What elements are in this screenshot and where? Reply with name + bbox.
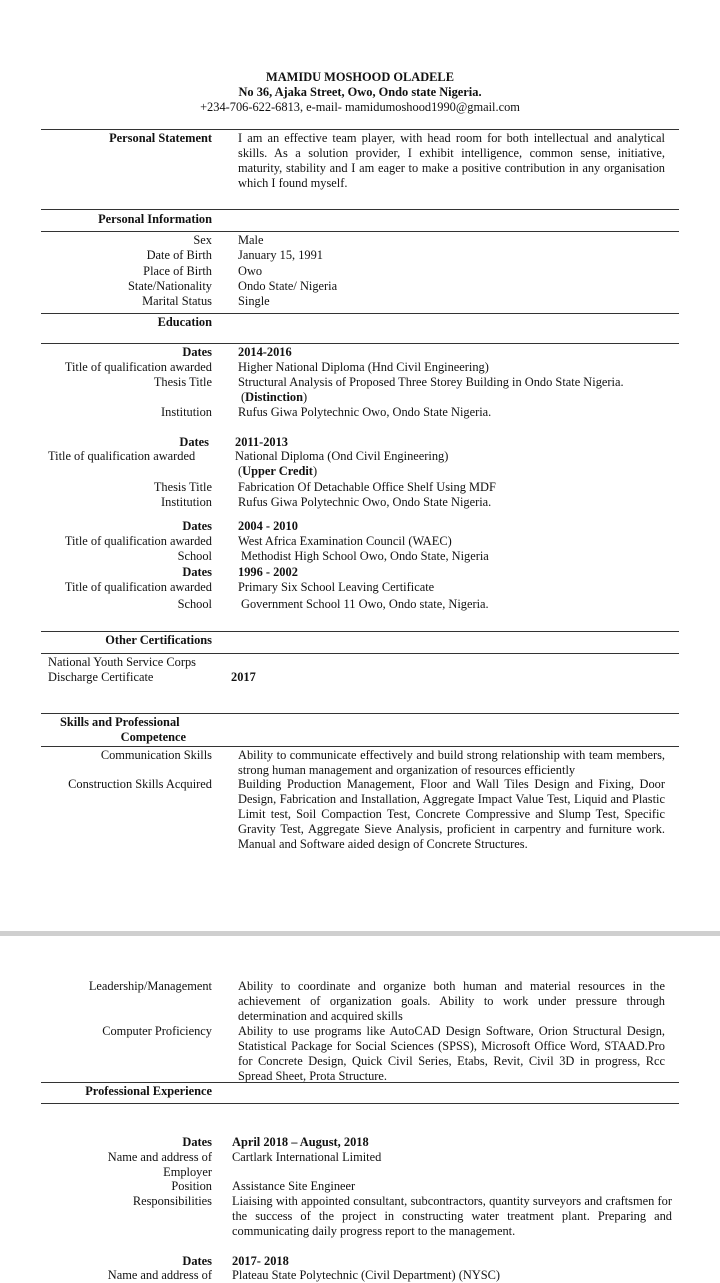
- applicant-contact: +234-706-622-6813, e-mail- mamidumoshood1990@gmail.com: [200, 100, 520, 114]
- divider: [41, 343, 679, 344]
- job2-dates: 2017- 2018: [232, 1254, 289, 1268]
- section-heading-professional-experience: Professional Experience: [85, 1084, 212, 1098]
- certification-name-line2: Discharge Certificate: [48, 670, 154, 684]
- ond-thesis: Fabrication Of Detachable Office Shelf Using MDF: [238, 480, 496, 494]
- divider: [41, 313, 679, 314]
- waec-school: Methodist High School Owo, Ondo State, Nigeria: [241, 549, 489, 563]
- primary-dates-label: Dates: [182, 565, 212, 579]
- ond-title: National Diploma (Ond Civil Engineering): [235, 449, 449, 463]
- divider: [41, 1103, 679, 1104]
- applicant-address: No 36, Ajaka Street, Owo, Ondo state Nigeria.: [238, 85, 482, 99]
- job1-employer: Cartlark International Limited: [232, 1150, 382, 1164]
- hnd-dates-label: Dates: [182, 345, 212, 359]
- sex-label: Sex: [193, 233, 212, 247]
- hnd-grade-text: Distinction: [245, 390, 303, 404]
- computer-proficiency-label: Computer Proficiency: [102, 1024, 212, 1038]
- job1-employer-label-line1: Name and address of: [107, 1150, 212, 1164]
- job1-employer-label-line2: Employer: [163, 1165, 212, 1179]
- primary-title: Primary Six School Leaving Certificate: [238, 580, 435, 594]
- divider: [41, 209, 679, 210]
- ond-dates-label: Dates: [179, 435, 209, 449]
- state-nationality-value: Ondo State/ Nigeria: [238, 279, 338, 293]
- job2-employer: Plateau State Polytechnic (Civil Department) (NYSC): [232, 1268, 501, 1282]
- job2-dates-label: Dates: [182, 1254, 212, 1268]
- certification-year: 2017: [231, 670, 256, 684]
- section-heading-personal-statement: Personal Statement: [109, 131, 212, 145]
- leadership-label: Leadership/Management: [88, 979, 212, 993]
- computer-proficiency-text: Ability to use programs like AutoCAD Design Software, Orion Structural Design, Statistical Package for Social Sciences (SPSS), Microsoft Office Word, STAAD.Pro for Concrete Design, Quick Civil Series, Etabs, Revit, Civil 3D in progress, Rcc Spread Sheet, Prota Structure.: [238, 1024, 665, 1083]
- job1-responsibilities-label: Responsibilities: [132, 1194, 212, 1208]
- hnd-grade: (Distinction): [241, 390, 308, 404]
- divider: [41, 713, 679, 714]
- divider: [41, 746, 679, 747]
- ond-grade: (Upper Credit): [238, 464, 318, 478]
- waec-title: West Africa Examination Council (WAEC): [238, 534, 452, 548]
- ond-grade-text: Upper Credit: [242, 464, 313, 478]
- place-of-birth-value: Owo: [238, 264, 263, 278]
- divider: [41, 1082, 679, 1083]
- section-heading-personal-information: Personal Information: [98, 212, 212, 226]
- certification-name-line1: National Youth Service Corps: [48, 655, 196, 669]
- waec-dates: 2004 - 2010: [238, 519, 298, 533]
- primary-dates: 1996 - 2002: [238, 565, 298, 579]
- primary-school-label: School: [177, 597, 212, 611]
- hnd-title: Higher National Diploma (Hnd Civil Engineering): [238, 360, 489, 374]
- sex-value: Male: [238, 233, 264, 247]
- ond-thesis-label: Thesis Title: [153, 480, 212, 494]
- divider: [41, 129, 679, 130]
- job1-responsibilities: Liaising with appointed consultant, subcontractors, quantity surveyors and craftsmen for the success of the project in constructing water treatment plant. Preparing and communicating daily progress report to the management.: [232, 1194, 672, 1238]
- state-nationality-label: State/Nationality: [128, 279, 212, 293]
- job1-position: Assistance Site Engineer: [232, 1179, 356, 1193]
- hnd-institution-label: Institution: [161, 405, 212, 419]
- primary-school: Government School 11 Owo, Ondo state, Nigeria.: [241, 597, 489, 611]
- divider: [41, 653, 679, 654]
- job1-dates-label: Dates: [182, 1135, 212, 1149]
- construction-skills-text: Building Production Management, Floor and Wall Tiles Design and Fixing, Door Design, Fabrication and Installation, Aggregate Impact Value Test, Liquid and Plastic Limit test, Soil Compaction Test, Concrete Compressive and Slump Test, Specific Gravity Test, Aggregate Sieve Analysis, proficient in carpentry and furniture work. Manual and Software aided design of Concrete Structures.: [238, 777, 665, 851]
- dob-value: January 15, 1991: [238, 248, 323, 262]
- section-heading-education: Education: [157, 315, 212, 329]
- section-heading-skills-line2: Competence: [120, 730, 186, 744]
- communication-skills-label: Communication Skills: [100, 748, 212, 762]
- place-of-birth-label: Place of Birth: [143, 264, 212, 278]
- personal-statement-text: I am an effective team player, with head room for both intellectual and analytical skills. As a solution provider, I exhibit intelligence, common sense, initiative, maturity, stability and I am eager to make a positive contribution in any organisation which I found myself.: [238, 131, 665, 190]
- job2-employer-label-line1: Name and address of: [107, 1268, 212, 1282]
- dob-label: Date of Birth: [146, 248, 212, 262]
- ond-dates: 2011-2013: [235, 435, 289, 449]
- divider: [41, 231, 679, 232]
- hnd-title-label: Title of qualification awarded: [64, 360, 212, 374]
- applicant-name: MAMIDU MOSHOOD OLADELE: [266, 70, 454, 84]
- hnd-dates: 2014-2016: [238, 345, 292, 359]
- primary-title-label: Title of qualification awarded: [64, 580, 212, 594]
- job1-dates: April 2018 – August, 2018: [232, 1135, 369, 1149]
- hnd-institution: Rufus Giwa Polytechnic Owo, Ondo State Nigeria.: [238, 405, 492, 419]
- ond-title-label: Title of qualification awarded: [48, 449, 196, 463]
- section-heading-skills-line1: Skills and Professional: [60, 715, 180, 729]
- hnd-thesis-label: Thesis Title: [153, 375, 212, 389]
- waec-title-label: Title of qualification awarded: [64, 534, 212, 548]
- marital-status-label: Marital Status: [142, 294, 212, 308]
- leadership-text: Ability to coordinate and organize both human and material resources in the achievement of organization goals. Ability to work under pressure through determination and acquired skills: [238, 979, 665, 1023]
- ond-institution: Rufus Giwa Polytechnic Owo, Ondo State Nigeria.: [238, 495, 492, 509]
- construction-skills-label: Construction Skills Acquired: [68, 777, 212, 791]
- waec-school-label: School: [177, 549, 212, 563]
- section-heading-other-certifications: Other Certifications: [105, 633, 212, 647]
- divider: [41, 631, 679, 632]
- hnd-thesis: Structural Analysis of Proposed Three Storey Building in Ondo State Nigeria.: [238, 375, 624, 389]
- ond-institution-label: Institution: [161, 495, 212, 509]
- page-break: [0, 931, 720, 936]
- job1-position-label: Position: [171, 1179, 212, 1193]
- waec-dates-label: Dates: [182, 519, 212, 533]
- communication-skills-text: Ability to communicate effectively and build strong relationship with team members, strong human management and organization of resources efficiently: [238, 748, 665, 777]
- marital-status-value: Single: [238, 294, 270, 308]
